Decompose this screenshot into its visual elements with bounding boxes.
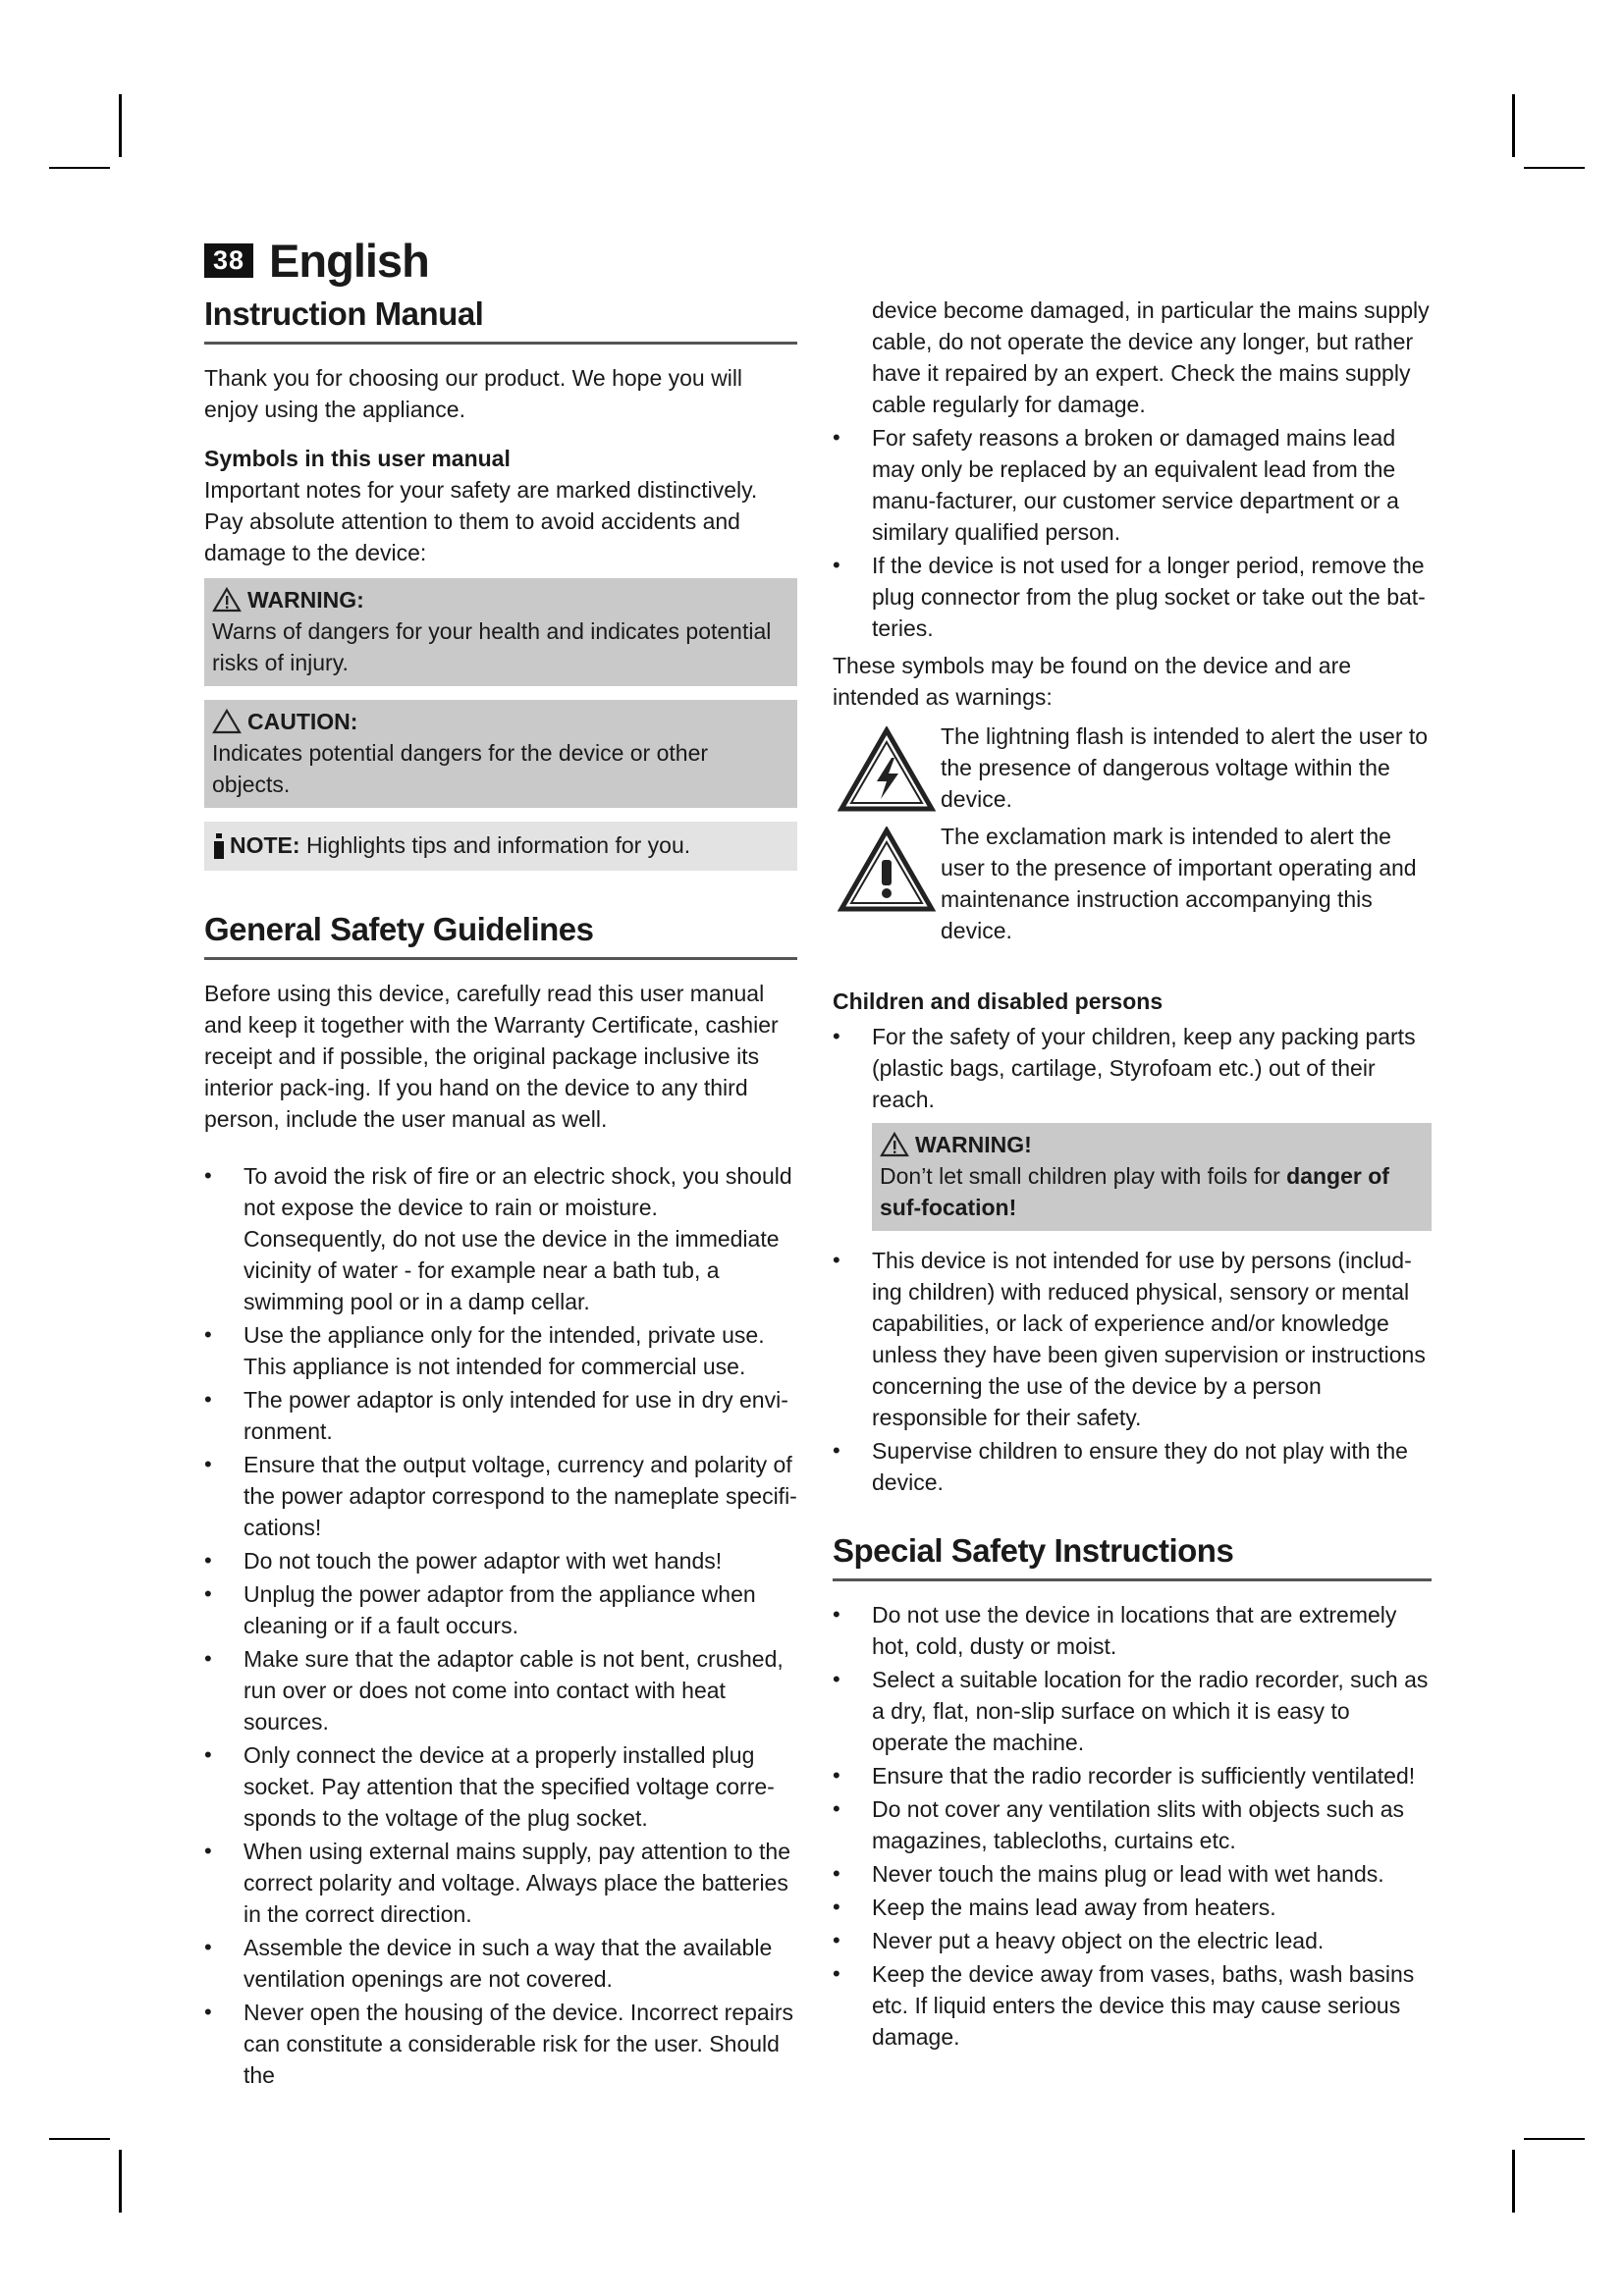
children-warning-box: [872, 1123, 1432, 1231]
symbols-heading: Symbols in this user manual: [204, 446, 511, 471]
exclamation-symbol-row: [833, 821, 1432, 946]
left-column: [204, 294, 797, 2109]
list-item: • Make sure that the adaptor cable is not bent, crushed, run over or does not come into contact with heat sources.: [204, 1643, 797, 1737]
list-item: • Use the appliance only for the intended, private use. This appliance is not intended for commercial use.: [204, 1319, 797, 1382]
list-item: • For safety reasons a broken or damaged mains lead may only be replaced by an equivalent lead from the manu-facturer, our customer service department or a similary qualified person.: [833, 422, 1432, 548]
note-text: Highlights tips and information for you.: [305, 832, 691, 858]
children-list-rest: [833, 1245, 1432, 1498]
list-item: • Never put a heavy object on the electric lead.: [833, 1925, 1432, 1956]
note-box: [204, 822, 797, 871]
children-list: [833, 1021, 1432, 1115]
crop-mark: [1512, 94, 1515, 157]
list-item: • When using external mains supply, pay attention to the correct polarity and voltage. Always place the batteries in the correct direction.: [204, 1836, 797, 1930]
list-item: • Ensure that the output voltage, currency and polarity of the power adaptor correspond to the nameplate specifi-cations!: [204, 1449, 797, 1543]
children-warning-bold: danger of suf-focation!: [880, 1163, 1389, 1220]
crop-mark: [1512, 2150, 1515, 2213]
intro-text: Thank you for choosing our product. We hope you will enjoy using the appliance.: [204, 365, 743, 422]
symbols-text: Important notes for your safety are marked distinctively. Pay absolute attention to them to avoid accidents and damage to the device:: [204, 477, 758, 565]
caution-text: Indicates potential dangers for the device or other objects.: [212, 740, 709, 797]
children-warning-title: WARNING!: [915, 1132, 1032, 1157]
warning-triangle-icon: [212, 587, 242, 613]
list-item: • Only connect the device at a properly installed plug socket. Pay attention that the specified voltage corre-sponds to the voltage of the plug socket.: [204, 1739, 797, 1834]
warning-title: WARNING:: [247, 587, 364, 613]
page-number: 38: [204, 243, 253, 278]
caution-title: CAUTION:: [247, 709, 358, 734]
list-item: • Do not use the device in locations that are extremely hot, cold, dusty or moist.: [833, 1599, 1432, 1662]
list-item: • This device is not intended for use by persons (includ-ing children) with reduced physical, sensory or mental capabilities, or lack of experience and/or knowledge unless they have been given supervision or instructions concerning the use of the device by a person responsible for their safety.: [833, 1245, 1432, 1433]
warning-triangle-icon: [880, 1132, 909, 1157]
continued-text: device become damaged, in particular the mains supply cable, do not operate the device any longer, but rather have it repaired by an expert. Check the mains supply cable regularly for damage.: [872, 297, 1430, 417]
crop-mark: [119, 2150, 122, 2213]
language-title: English: [269, 235, 429, 287]
exclamation-warning-icon: [838, 827, 936, 913]
children-heading: Children and disabled persons: [833, 988, 1164, 1014]
list-item: • Never touch the mains plug or lead with wet hands.: [833, 1858, 1432, 1890]
list-item: • To avoid the risk of fire or an electric shock, you should not expose the device to rain or moisture. Consequently, do not use the device in the immediate vicinity of water - for example near a bath tub, a swimming pool or in a damp cellar.: [204, 1160, 797, 1317]
info-icon: [212, 833, 226, 859]
warning-text: Warns of dangers for your health and indicates potential risks of injury.: [212, 618, 772, 675]
list-item: • Supervise children to ensure they do not play with the device.: [833, 1435, 1432, 1498]
crop-mark: [49, 2138, 110, 2140]
children-warning-text: Don’t let small children play with foils for: [880, 1163, 1287, 1189]
special-safety-list: [833, 1599, 1432, 2053]
special-safety-title: Special Safety Instructions: [833, 1531, 1432, 1581]
exclamation-text: The exclamation mark is intended to alert the user to the presence of important operating and maintenance instruction accompanying this device.: [941, 824, 1417, 943]
list-item: • Assemble the device in such a way that the available ventilation openings are not covered.: [204, 1932, 797, 1995]
crop-mark: [1524, 2138, 1585, 2140]
list-item: • The power adaptor is only intended for use in dry envi-ronment.: [204, 1384, 797, 1447]
general-safety-list: [204, 1160, 797, 2091]
page-header: [204, 234, 429, 288]
warning-box: [204, 578, 797, 686]
lightning-symbol-row: [833, 721, 1432, 815]
list-item: • Ensure that the radio recorder is sufficiently ventilated!: [833, 1760, 1432, 1791]
top-bullet-list: [833, 422, 1432, 644]
symbols-intro: These symbols may be found on the device and are intended as warnings:: [833, 653, 1352, 710]
list-item: • Never open the housing of the device. Incorrect repairs can constitute a considerable risk for the user. Should the: [204, 1997, 797, 2091]
general-safety-title: General Safety Guidelines: [204, 910, 797, 960]
list-item: • Keep the device away from vases, baths, wash basins etc. If liquid enters the device this may cause serious damage.: [833, 1958, 1432, 2053]
note-title: NOTE:: [230, 832, 300, 858]
right-column: [833, 294, 1432, 2070]
list-item: • Do not touch the power adaptor with wet hands!: [204, 1545, 797, 1576]
manual-title: Instruction Manual: [204, 294, 797, 345]
general-intro: Before using this device, carefully read this user manual and keep it together with the Warranty Certificate, cashier receipt and if possible, the original package inclusive its interior pack-ing. If you hand on the device to any third person, include the user manual as well.: [204, 981, 779, 1132]
caution-box: [204, 700, 797, 808]
list-item: • For the safety of your children, keep any packing parts (plastic bags, cartilage, Styrofoam etc.) out of their reach.: [833, 1021, 1432, 1115]
list-item: • Keep the mains lead away from heaters.: [833, 1892, 1432, 1923]
crop-mark: [49, 167, 110, 169]
list-item: • Unplug the power adaptor from the appliance when cleaning or if a fault occurs.: [204, 1578, 797, 1641]
list-item: • Do not cover any ventilation slits with objects such as magazines, tablecloths, curtains etc.: [833, 1793, 1432, 1856]
lightning-warning-icon: [838, 726, 936, 813]
crop-mark: [1524, 167, 1585, 169]
caution-triangle-icon: [212, 709, 242, 734]
lightning-text: The lightning flash is intended to alert the user to the presence of dangerous voltage within the device.: [941, 723, 1429, 812]
list-item: • If the device is not used for a longer period, remove the plug connector from the plug socket or take out the bat-teries.: [833, 550, 1432, 644]
list-item: • Select a suitable location for the radio recorder, such as a dry, flat, non-slip surface on which it is easy to operate the machine.: [833, 1664, 1432, 1758]
crop-mark: [119, 94, 122, 157]
